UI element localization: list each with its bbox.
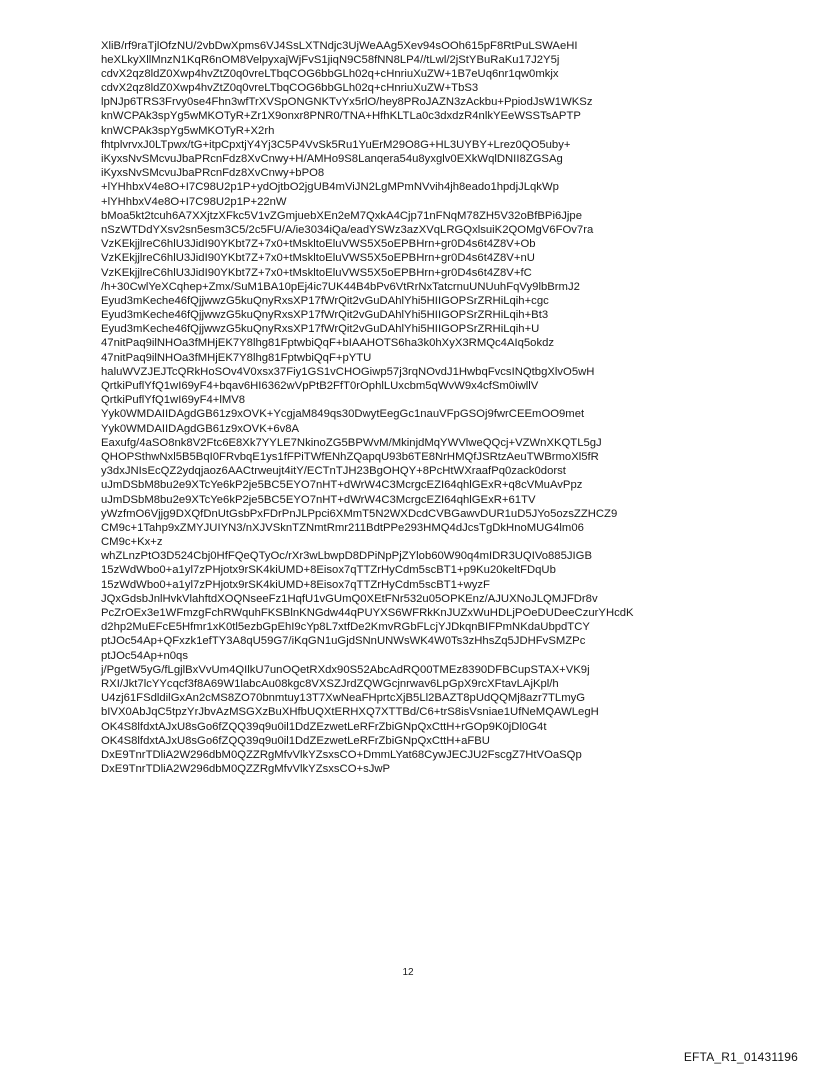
bates-stamp: EFTA_R1_01431196 bbox=[683, 1050, 798, 1064]
text-line: U4zj61FSdldilGxAn2cMS8ZO70bnmtuy13T7XwNeaFHprtcXjB5Ll2BAZT8pUdQQMj8azr7TLmyG bbox=[101, 692, 586, 705]
text-line: bIVX0AbJqC5tpzYrJbvAzMSGXzBuXHfbUQXtERHXQ7XTTBd/C6+trS8isVsniae1UfNeMQAWLegH bbox=[101, 706, 599, 719]
page-number: 12 bbox=[402, 967, 414, 978]
text-line: CM9c+1Tahp9xZMYJUIYN3/nXJVSknTZNmtRmr211BdtPPe293HMQ4dJcsTgDkHnoMUG4lm06 bbox=[101, 521, 584, 534]
text-line: lpNJp6TRS3Frvy0se4Fhn3wfTrXVSpONGNKTvYx5rlO/hey8PRoJAZN3zAckbu+PpiodJsW1WKSz bbox=[101, 96, 593, 109]
text-line: VzKEkjjlreC6hlU3JidI90YKbt7Z+7x0+tMskltoEluVWS5X5oEPBHrn+gr0D4s6t4Z8V+Ob bbox=[101, 238, 536, 251]
text-line: QrtkiPuflYfQ1wI69yF4+bqav6HI6362wVpPtB2FfT0rOphlLUxcbm5qWvW9x4cfSm0iwllV bbox=[101, 380, 539, 392]
text-line: haluWVZJEJTcQRkHoSOv4V0xsx37Fiy1GS1vCHOGiwp57j3rqNOvdJ1HwbqFvcsINQtbgXlvO5wH bbox=[101, 365, 595, 378]
text-line: ptJOc54Ap+QFxzk1efTY3A8qU59G7/iKqGN1uGjdSNnUNWsWK4W0Ts3zHhsZq5JDHFvSMZPc bbox=[101, 635, 586, 648]
text-line: iKyxsNvSMcvuJbaPRcnFdz8XvCnwy+H/AMHo9S8Lanqera54u8yxglv0EXkWqlDNII8ZGSAg bbox=[101, 153, 563, 165]
text-line: Eyud3mKeche46fQjjwwzG5kuQnyRxsXP17fWrQit2vGuDAhlYhi5HIIGOPSrZRHiLqih+Bt3 bbox=[101, 309, 549, 322]
text-line: OK4S8lfdxtAJxU8sGo6fZQQ39q9u0il1DdZEzwetLeRFrZbiGNpQxCttH+rGOp9K0jDl0G4t bbox=[101, 720, 547, 733]
text-line: +lYHhbxV4e8O+I7C98U2p1P+ydOjtbO2jgUB4mViJN2LgMPmNVvih4jh8eado1hpdjJLqkWp bbox=[101, 181, 559, 194]
text-line: heXLkyXllMnzN1KqR6nOM8VelpyxajWjFvS1jiqN9C58fNN8LP4//tLwl/2jStYBuRaKu17J2Y5j bbox=[101, 53, 560, 66]
text-line: QHOPSthwNxl5B5BqI0FRvbqE1ys1fFPiTWfENhZQapqU93b6TE8NrHMQfJSRtzAeuTWBrmoXl5fR bbox=[101, 450, 599, 463]
text-line: uJmDSbM8bu2e9XTcYe6kP2je5BC5EYO7nHT+dWrW4C3McrgcEZI64qhlGExR+q8cVMuAvPpz bbox=[101, 479, 583, 492]
text-line: OK4S8lfdxtAJxU8sGo6fZQQ39q9u0il1DdZEzwetLeRFrZbiGNpQxCttH+aFBU bbox=[101, 734, 490, 747]
text-line: Eaxufg/4aSO8nk8V2Ftc6E8Xk7YYLE7NkinoZG5BPWvM/MkinjdMqYWVlweQQcj+VZWnXKQTL5gJ bbox=[101, 436, 602, 449]
text-line: yWzfmO6Vjjg9DXQfDnUtGsbPxFDrPnJLPpci6XMmT5N2WXDcdCVBGawvDUR1uD5JYo5ozsZZHCZ9 bbox=[101, 507, 618, 520]
encoded-text-block bbox=[101, 39, 741, 777]
text-line: Yyk0WMDAIIDAgdGB61z9xOVK+6v8A bbox=[101, 422, 300, 435]
text-line: j/PgetW5yG/fLgjlBxVvUm4QIlkU7unOQetRXdx90S52AbcAdRQ00TMEz8390DFBCupSTAX+VK9j bbox=[101, 663, 590, 676]
text-line: DxE9TnrTDliA2W296dbM0QZZRgMfvVlkYZsxsCO+sJwP bbox=[101, 763, 391, 776]
text-line: bMoa5kt2tcuh6A7XXjtzXFkc5V1vZGmjuebXEn2eM7QxkA4Cjp71nFNqM78ZH5V32oBfBPi6Jjpe bbox=[101, 209, 582, 222]
text-line: 15zWdWbo0+a1yl7zPHjotx9rSK4kiUMD+8Eisox7qTTZrHyCdm5scBT1+p9Ku20keltFDqUb bbox=[101, 564, 556, 577]
text-line: QrtkiPuflYfQ1wI69yF4+lMV8 bbox=[101, 394, 246, 407]
text-line: DxE9TnrTDliA2W296dbM0QZZRgMfvVlkYZsxsCO+DmmLYat68CywJECJU2FscgZ7HtVOaSQp bbox=[101, 748, 582, 761]
text-line: iKyxsNvSMcvuJbaPRcnFdz8XvCnwy+bPO8 bbox=[101, 167, 325, 180]
text-line: CM9c+Kx+z bbox=[101, 536, 163, 549]
text-line: y3dxJNIsEcQZ2ydqjaoz6AACtrweujt4itY/ECTnTJH23BgOHQY+8PcHtWXraafPq0zack0dorst bbox=[101, 465, 566, 478]
text-line: Eyud3mKeche46fQjjwwzG5kuQnyRxsXP17fWrQit2vGuDAhlYhi5HIIGOPSrZRHiLqih+U bbox=[101, 323, 540, 336]
text-line: fhtplvrvxJ0LTpwx/tG+itpCpxtjY4Yj3C5P4VvSk5Ru1YuErM29O8G+HL3UYBY+Lrez0QO5uby+ bbox=[101, 138, 571, 151]
text-line: uJmDSbM8bu2e9XTcYe6kP2je5BC5EYO7nHT+dWrW4C3McrgcEZI64qhlGExR+61TV bbox=[101, 493, 536, 506]
text-line: VzKEkjjlreC6hlU3JidI90YKbt7Z+7x0+tMskltoEluVWS5X5oEPBHrn+gr0D4s6t4Z8V+nU bbox=[101, 252, 535, 265]
text-line: /h+30CwlYeXCqhep+Zmx/SuM1BA10pEj4ic7UK44B4bPv6VtRrNxTatcrnuUNUuhFqVy9lbBrmJ2 bbox=[101, 280, 580, 293]
text-line: knWCPAk3spYg5wMKOTyR+Zr1X9onxr8PNR0/TNA+HfhKLTLa0c3dxdzR4nlkYEeWSSTsAPTP bbox=[101, 110, 581, 123]
text-line: cdvX2qz8ldZ0Xwp4hvZtZ0q0vreLTbqCOG6bbGLh02q+cHnriuXuZW+1B7eUq6nr1qw0mkjx bbox=[101, 67, 559, 80]
text-line: knWCPAk3spYg5wMKOTyR+X2rh bbox=[101, 124, 275, 137]
text-line: whZLnzPtO3D524Cbj0HfFQeQTyOc/rXr3wLbwpD8DPiNpPjZYlob60W90q4mIDR3UQIVo885JIGB bbox=[101, 550, 592, 563]
text-line: VzKEkjjlreC6hlU3JidI90YKbt7Z+7x0+tMskltoEluVWS5X5oEPBHrn+gr0D4s6t4Z8V+fC bbox=[101, 266, 532, 279]
text-line: RXI/Jkt7lcYYcqcf3f8A69W1labcAu08kgc8VXSZJrdZQWGcjnrwav6LpGpX9rcXFtavLAjKpl/h bbox=[101, 677, 559, 690]
text-line: JQxGdsbJnlHvkVlahftdXOQNseeFz1HqfU1vGUmQ0XEtFNr532u05OPKEnz/AJUXNoJLQMJFDr8v bbox=[101, 592, 598, 605]
text-line: PcZrOEx3e1WFmzgFchRWquhFKSBlnKNGdw44qPUYXS6WFRkKnJUZxWuHDLjPOeDUDeeCzurYHcdK bbox=[101, 607, 634, 619]
text-line: 47nitPaq9ilNHOa3fMHjEK7Y8lhg81FptwbiQqF+pYTU bbox=[101, 351, 372, 364]
text-line: ptJOc54Ap+n0qs bbox=[101, 649, 188, 662]
text-line: Yyk0WMDAIIDAgdGB61z9xOVK+YcgjaM849qs30DwytEegGc1nauVFpGSOj9fwrCEEmOO9met bbox=[101, 408, 585, 421]
text-line: 47nitPaq9ilNHOa3fMHjEK7Y8lhg81FptwbiQqF+bIAAHOTS6ha3k0hXyX3RMQc4AIq5okdz bbox=[101, 337, 555, 350]
text-line: Eyud3mKeche46fQjjwwzG5kuQnyRxsXP17fWrQit2vGuDAhlYhi5HIIGOPSrZRHiLqih+cgc bbox=[101, 294, 549, 307]
text-line: cdvX2qz8ldZ0Xwp4hvZtZ0q0vreLTbqCOG6bbGLh02q+cHnriuXuZW+TbS3 bbox=[101, 82, 479, 95]
text-line: XliB/rf9raTjlOfzNU/2vbDwXpms6VJ4SsLXTNdjc3UjWeAAg5Xev94sOOh615pF8RtPuLSWAeHI bbox=[101, 39, 578, 52]
text-line: d2hp2MuEFcE5Hfmr1xK0tl5ezbGpEhI9cYp8L7xtfDe2KmvRGbFLcjYJDkqnBIFPmNKdaUbpdTCY bbox=[101, 621, 590, 634]
text-line: 15zWdWbo0+a1yl7zPHjotx9rSK4kiUMD+8Eisox7qTTZrHyCdm5scBT1+wyzF bbox=[101, 578, 490, 591]
text-line: nSzWTDdYXsv2sn5esm3C5/2c5FU/A/ie3034iQa/eadYSWz3azXVqLRGQxlsuiK2QOMgV6FOv7ra bbox=[101, 223, 594, 236]
text-line: +lYHhbxV4e8O+I7C98U2p1P+22nW bbox=[101, 195, 287, 208]
